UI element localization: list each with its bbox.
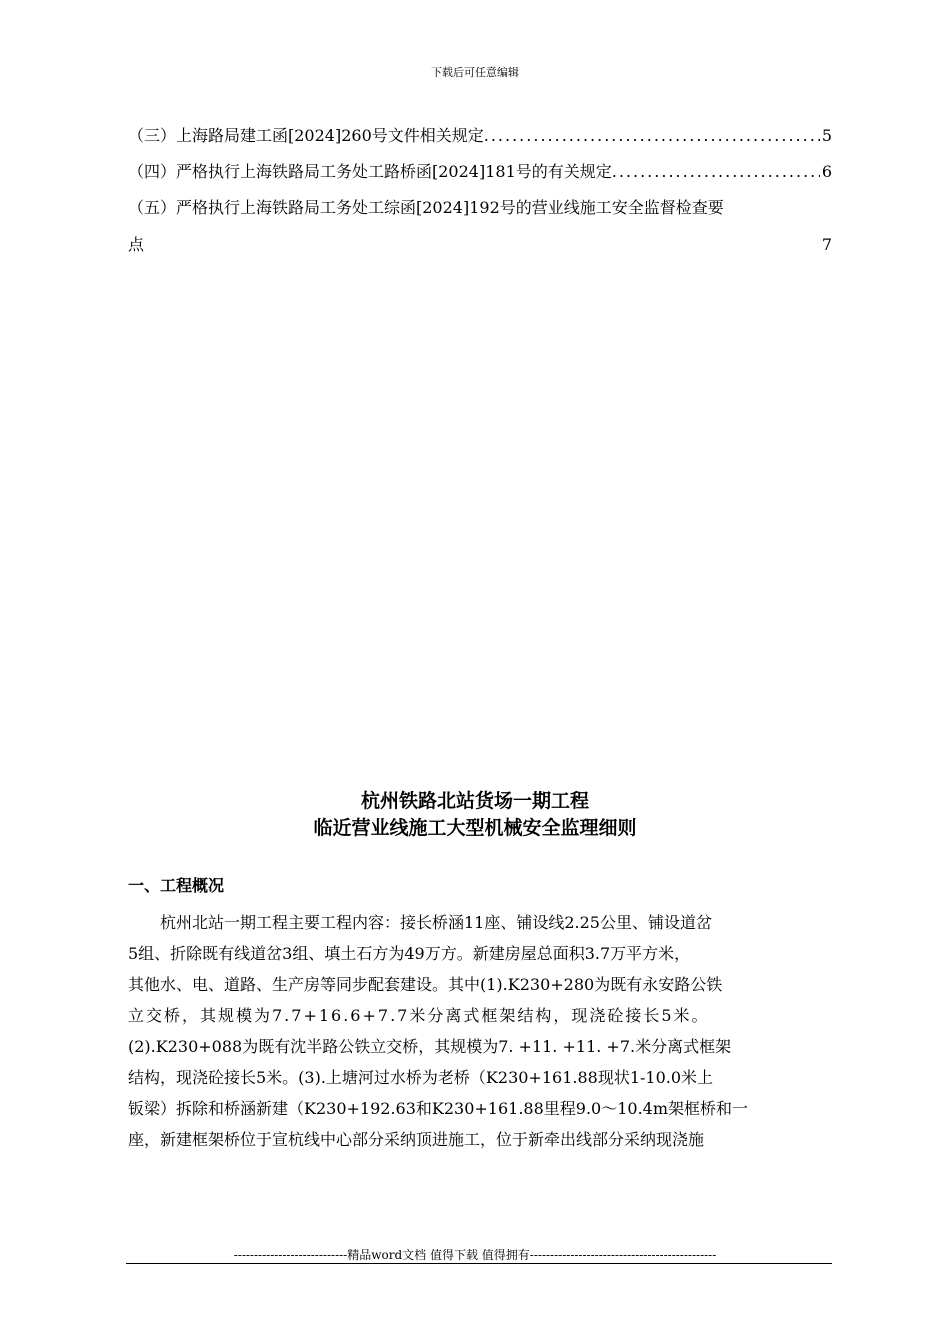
body-line: 钣梁）拆除和桥涵新建（K230+192.63和K230+161.88里程9.0～10.4m架框桥和一 — [128, 1099, 749, 1118]
toc-leader-dots — [612, 162, 820, 182]
toc-page-number: 6 — [821, 162, 832, 181]
toc-entry-text: （四）严格执行上海铁路局工务处工路桥函[2024]181号的有关规定 — [128, 162, 612, 181]
body-line: 座，新建框架桥位于宣杭线中心部分采纳顶进施工，位于新牵出线部分采纳现浇施 — [128, 1130, 705, 1149]
body-line: 杭州北站一期工程主要工程内容：接长桥涵11座、铺设线2.25公里、铺设道岔 — [128, 913, 712, 932]
toc-entry-5[interactable] — [128, 198, 832, 255]
body-line: 结构，现浇砼接长5米。(3).上塘河过水桥为老桥（K230+161.88现状1-10.0米上 — [128, 1068, 714, 1087]
toc-leader-dots — [484, 126, 820, 146]
body-line: 5组、折除既有线道岔3组、填土石方为49万方。新建房屋总面积3.7万平方米， — [128, 944, 691, 963]
toc-entry-4[interactable] — [128, 162, 832, 182]
toc-page-number: 7 — [821, 235, 832, 254]
toc-entry-text: （三）上海路局建工函[2024]260号文件相关规定 — [128, 126, 484, 145]
document-subtitle: 临近营业线施工大型机械安全监理细则 — [313, 817, 637, 839]
page-header: 下载后可任意编辑 — [431, 66, 519, 79]
toc-entry-text-continued: 点 — [128, 235, 145, 254]
page-footer: ----------------------------精品word文档 值得下载 值得拥有---------------------------------------------- — [233, 1248, 717, 1262]
body-line: (2).K230+088为既有沈半路公铁立交桥，其规模为7. +11. +11. +7.米分离式框架 — [128, 1037, 732, 1056]
body-line: 立交桥，其规模为7.7+16.6+7.7米分离式框架结构，现浇砼接长5米。 — [128, 1006, 710, 1025]
body-line: 其他水、电、道路、生产房等同步配套建设。其中(1).K230+280为既有永安路公铁 — [128, 975, 723, 994]
toc-entry-3[interactable] — [128, 126, 832, 146]
document-title: 杭州铁路北站货场一期工程 — [360, 790, 589, 812]
footer-rule — [126, 1263, 832, 1264]
section-heading: 一、工程概况 — [128, 876, 225, 895]
toc-entry-text: （五）严格执行上海铁路局工务处工综函[2024]192号的营业线施工安全监督检查要 — [128, 198, 724, 217]
toc-page-number: 5 — [821, 126, 832, 145]
